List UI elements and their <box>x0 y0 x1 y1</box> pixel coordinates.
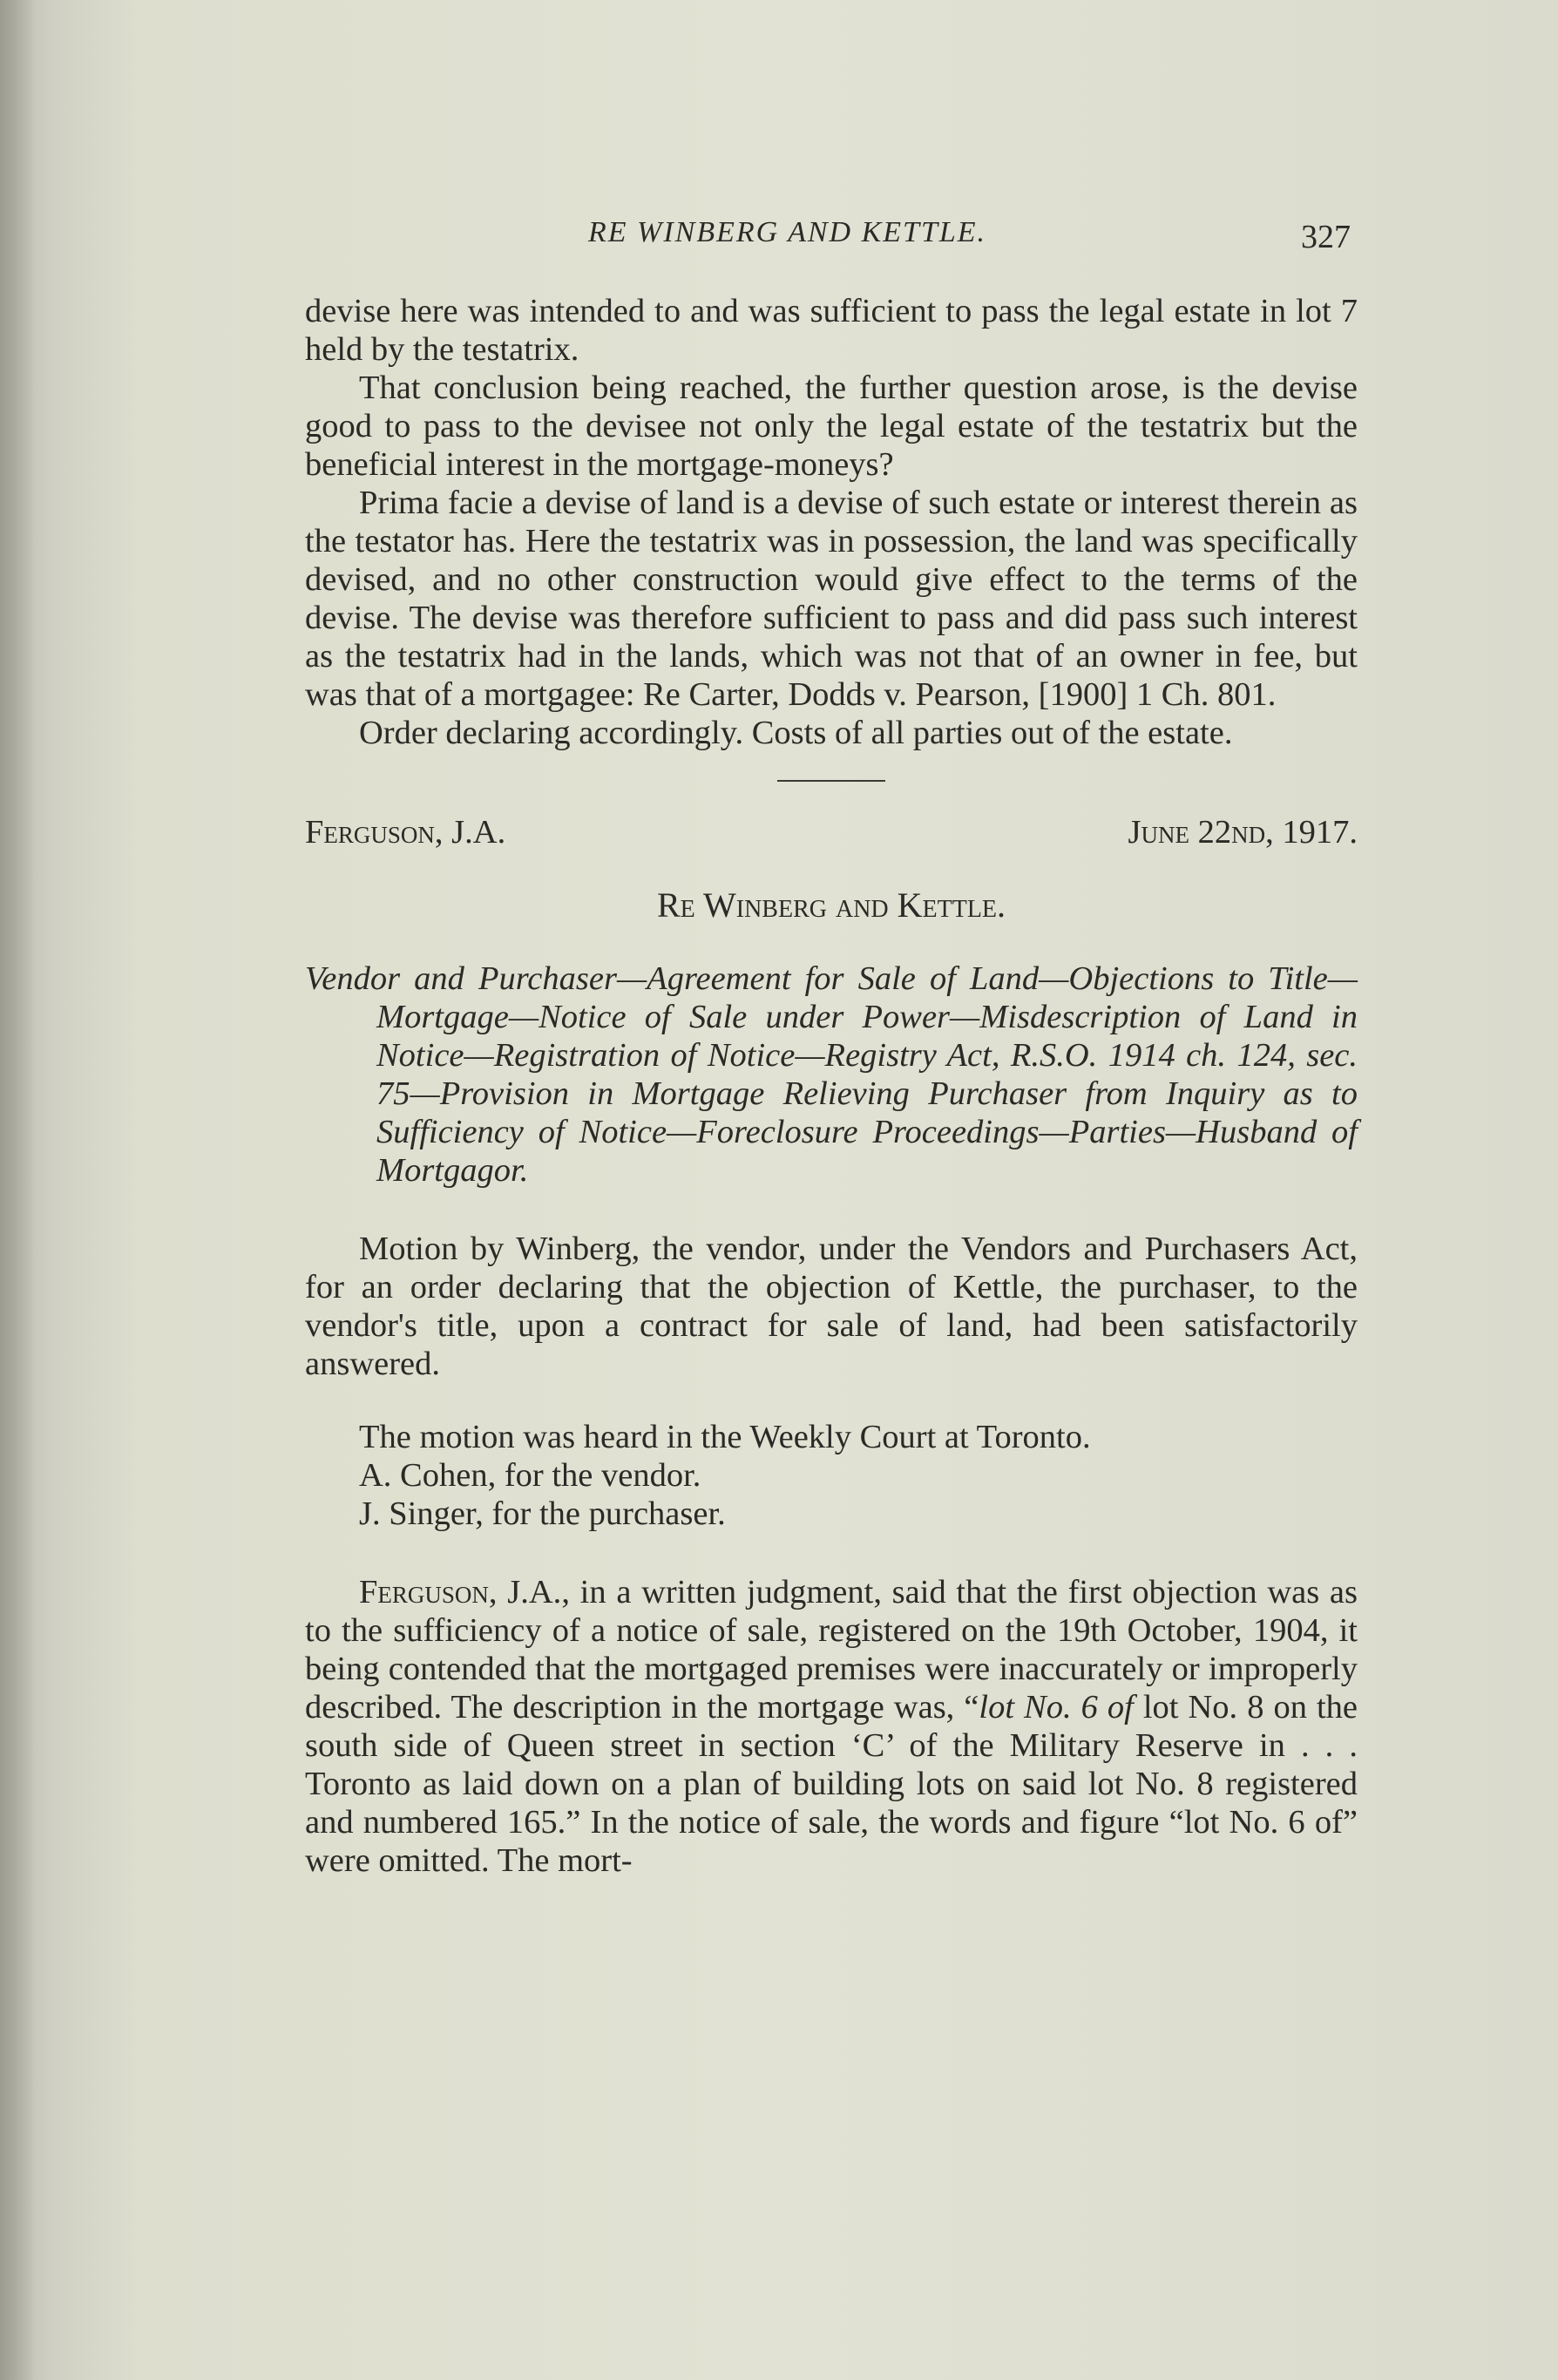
spacer <box>305 1533 1358 1573</box>
headnote: Vendor and Purchaser—Agreement for Sale of Land—Objections to Title—Mortgage—Notice of Sale under Power—Misdescription of Land in Notice—Registration of Notice—Registry Act, R.S.O. 1914 ch. 124, sec. 75—Provision in Mortgage Relieving Purchaser from Inquiry as to Sufficiency of Notice—Foreclosure Proceedings—Parties—Husband of Mortgagor. <box>305 960 1358 1189</box>
spacer <box>305 1190 1358 1230</box>
prev-case-paragraph: Prima facie a devise of land is a devise of such estate or interest therein as the testator has. Here the testatrix was in possession, the land was specifically devised, and no other construction would give effect to the terms of the devise. The devise was therefore sufficient to pass and did pass such interest as the testatrix had in the lands, which was not that of an owner in fee, but was that of a mortgagee: Re Carter, Dodds v. Pearson, [1900] 1 Ch. 801. <box>305 485 1358 713</box>
case-byline <box>305 813 1358 851</box>
page-number: 327 <box>1301 219 1351 255</box>
section-divider <box>777 780 885 782</box>
judge-name: Ferguson, J.A. <box>305 814 506 851</box>
decision-date: June 22nd, 1917. <box>1128 814 1358 851</box>
prev-case-paragraph: devise here was intended to and was sufficient to pass the legal estate in lot 7 held by the testatrix. <box>305 293 1358 368</box>
hearing-line: The motion was heard in the Weekly Court at Toronto. <box>359 1419 1091 1455</box>
spacer <box>305 1383 1358 1418</box>
judgment-text: , in a written judgment, said that the first objection was as to the sufficiency of a notice of sale, registered on the 19th October, 1904, it being contended that the mortgaged premises were inaccurately or improperly described. The description in the mortgage was, “ <box>305 1574 1358 1726</box>
counsel-vendor: A. Cohen, for the vendor. <box>359 1457 701 1494</box>
case-title: Re Winberg and Kettle. <box>656 885 1006 925</box>
running-head: RE WINBERG AND KETTLE. <box>588 216 987 248</box>
counsel-purchaser: J. Singer, for the purchaser. <box>359 1495 726 1532</box>
page-header <box>305 209 1351 261</box>
judgment-italic-text: lot No. 6 of <box>979 1689 1134 1726</box>
judgment-text-continued: lot No. 8 on the south side of Queen street in section ‘C’ of the Military Reserve in . . . Toronto as laid down on a plan of building lots on said lot No. 8 registered and numbered 165.” In the notice of sale, the words and figure “lot No. 6 of” were omitted. The mort- <box>305 1689 1358 1879</box>
judgment-paragraph <box>305 1573 1358 1880</box>
prev-case-paragraph: That conclusion being reached, the further question arose, is the devise good to pass to the devisee not only the legal estate of the testatrix but the beneficial interest in the mortgage-moneys? <box>305 370 1358 483</box>
motion-paragraph: Motion by Winberg, the vendor, under the Vendors and Purchasers Act, for an order declaring that the objection of Kettle, the purchaser, to the vendor's title, upon a contract for sale of land, had been satisfactorily answered. <box>305 1231 1358 1382</box>
prev-case-order: Order declaring accordingly. Costs of all parties out of the estate. <box>359 715 1233 751</box>
body-text <box>305 292 1358 1880</box>
judgment-judge: Ferguson, J.A. <box>359 1574 562 1610</box>
binding-shadow <box>0 0 35 2380</box>
